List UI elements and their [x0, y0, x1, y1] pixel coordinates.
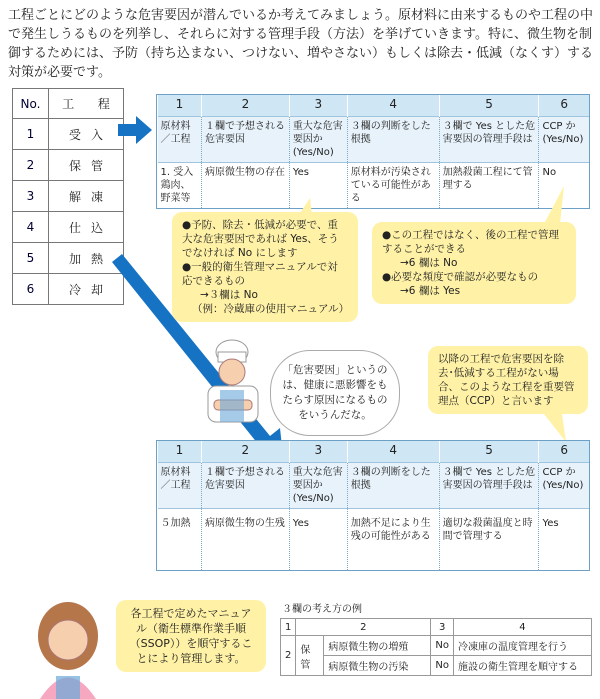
process-no: 5 — [13, 243, 49, 274]
hazard-table-2 — [157, 441, 589, 570]
table-row — [158, 508, 590, 570]
process-no: 2 — [13, 150, 49, 181]
cell: 加熱不足により生残の可能性がある — [347, 508, 439, 570]
col-header-hazard: １欄で予想される危害要因 — [201, 462, 289, 508]
process-no: 4 — [13, 212, 49, 243]
cell: Yes — [289, 508, 347, 570]
col-header-hazard: １欄で予想される危害要因 — [201, 116, 289, 162]
col-header-control: ３欄で Yes とした危害要因の管理手段は — [439, 462, 539, 508]
cell: 病原微生物の生残 — [201, 508, 289, 570]
cell: 病原微生物の存在 — [201, 162, 289, 208]
ex-row-no: 2 — [281, 636, 296, 676]
ex-cell: No — [431, 636, 454, 656]
col-number: 6 — [539, 95, 589, 116]
criteria-bubble-col3 — [172, 212, 358, 322]
ex-cell: No — [431, 656, 454, 676]
col-number: 2 — [201, 95, 289, 116]
col-number: 4 — [347, 441, 439, 462]
ex-col: 1 — [281, 619, 296, 636]
bubble-line: →6 欄は Yes — [400, 285, 461, 297]
ex-col: 2 — [296, 619, 431, 636]
col-number: 1 — [158, 95, 202, 116]
cell: Yes — [289, 162, 347, 208]
process-header-name: 工 程 — [49, 89, 124, 119]
process-name: 加熱 — [49, 243, 124, 274]
col-header-basis: ３欄の判断をした根拠 — [347, 462, 439, 508]
col-number: 5 — [439, 95, 539, 116]
ex-cell: 病原微生物の汚染 — [324, 656, 431, 676]
hazard-table-heating — [156, 440, 590, 571]
criteria-bubble-col6 — [372, 222, 576, 304]
col-number: 5 — [439, 441, 539, 462]
bubble-line: →３欄は No — [200, 289, 258, 301]
col-header-ccp: CCP か (Yes/No) — [539, 116, 589, 162]
table-row — [158, 162, 590, 208]
ex-cell: 冷凍庫の温度管理を行う — [453, 636, 591, 656]
process-no: 6 — [13, 274, 49, 305]
ex-col: 4 — [453, 619, 591, 636]
col-header-ccp: CCP か (Yes/No) — [539, 462, 589, 508]
staff-woman-icon — [20, 596, 116, 699]
example-table — [280, 618, 592, 676]
bubble-line: ●必要な頻度で確認が必要なもの — [382, 271, 539, 283]
example-title: ３欄の考え方の例 — [282, 604, 362, 615]
col-number: 4 — [347, 95, 439, 116]
col-header-significant: 重大な危害要因か (Yes/No) — [289, 462, 347, 508]
col-header-material: 原材料／工程 — [158, 462, 202, 508]
process-no: 1 — [13, 119, 49, 150]
bubble-line: ●予防、除去・低減が必要で、重大な危害要因であれば Yes、そうでなければ No にします — [182, 219, 339, 259]
process-name: 冷却 — [49, 274, 124, 305]
col-header-basis: ３欄の判断をした根拠 — [347, 116, 439, 162]
bubble-line: ●この工程ではなく、後の工程で管理することができる — [382, 229, 559, 255]
ex-cell: 病原微生物の増殖 — [324, 636, 431, 656]
bubble-line: ●一般的衛生管理マニュアルで対応できるもの — [182, 261, 338, 287]
col-header-significant: 重大な危害要因か (Yes/No) — [289, 116, 347, 162]
ccp-bubble: 以降の工程で危害要因を除去･低減する工程がない場合、このような工程を重要管理点（CCP）と言います — [428, 346, 588, 414]
cell: Yes — [539, 508, 589, 570]
process-name: 受入 — [49, 119, 124, 150]
process-no: 3 — [13, 181, 49, 212]
bubble-pointer-icon — [540, 186, 570, 224]
cell: ５加熱 — [160, 517, 191, 529]
process-header-no: No. — [13, 89, 49, 119]
cell: 加熱殺菌工程にて管理する — [439, 162, 539, 208]
bubble-line: →6 欄は No — [400, 257, 458, 269]
col-number: 3 — [289, 441, 347, 462]
process-name: 解凍 — [49, 181, 124, 212]
hazard-table-1 — [157, 95, 589, 208]
cell: No — [539, 162, 589, 208]
bubble-line: （例：冷蔵庫の使用マニュアル） — [192, 303, 350, 315]
col-header-material: 原材料／工程 — [158, 116, 202, 162]
speech-bubble: 「危害要因」というのは、健康に悪影響をもたらす原因になるものをいうんだな。 — [270, 350, 400, 436]
cell: 原材料が汚染されている可能性がある — [347, 162, 439, 208]
cell: 適切な殺菌温度と時間で管理する — [439, 508, 539, 570]
hazard-table-receiving — [156, 94, 590, 209]
ex-col: 3 — [431, 619, 454, 636]
col-number: 1 — [158, 441, 202, 462]
col-number: 6 — [539, 441, 589, 462]
col-number: 3 — [289, 95, 347, 116]
process-name: 保管 — [49, 150, 124, 181]
intro-text: 工程ごとにどのような危害要因が潜んでいるか考えてみましょう。原材料に由来するものや工程の中で発生しうるものを列挙し、それらに対する管理手段（方法）を挙げていきます。特に、微生物を制御するためには、予防（持ち込まない、つけない、増やさない）もしくは除去・低減（なくす）する対策が必要です。 — [8, 8, 594, 80]
right-arrow-icon — [118, 116, 152, 144]
col-number: 2 — [201, 441, 289, 462]
bubble-pointer-icon — [290, 198, 320, 216]
ex-row-name: 保管 — [296, 636, 324, 676]
col-header-control: ３欄で Yes とした危害要因の管理手段は — [439, 116, 539, 162]
cell: 1. 受入鶏肉、野菜等 — [160, 166, 194, 204]
ex-cell: 施設の衛生管理を順守する — [453, 656, 591, 676]
ssop-bubble: 各工程で定めたマニュアル（衛生標準作業手順（SSOP））を順守することにより管理します。 — [116, 600, 266, 672]
chef-icon — [200, 338, 266, 428]
process-name: 仕込 — [49, 212, 124, 243]
